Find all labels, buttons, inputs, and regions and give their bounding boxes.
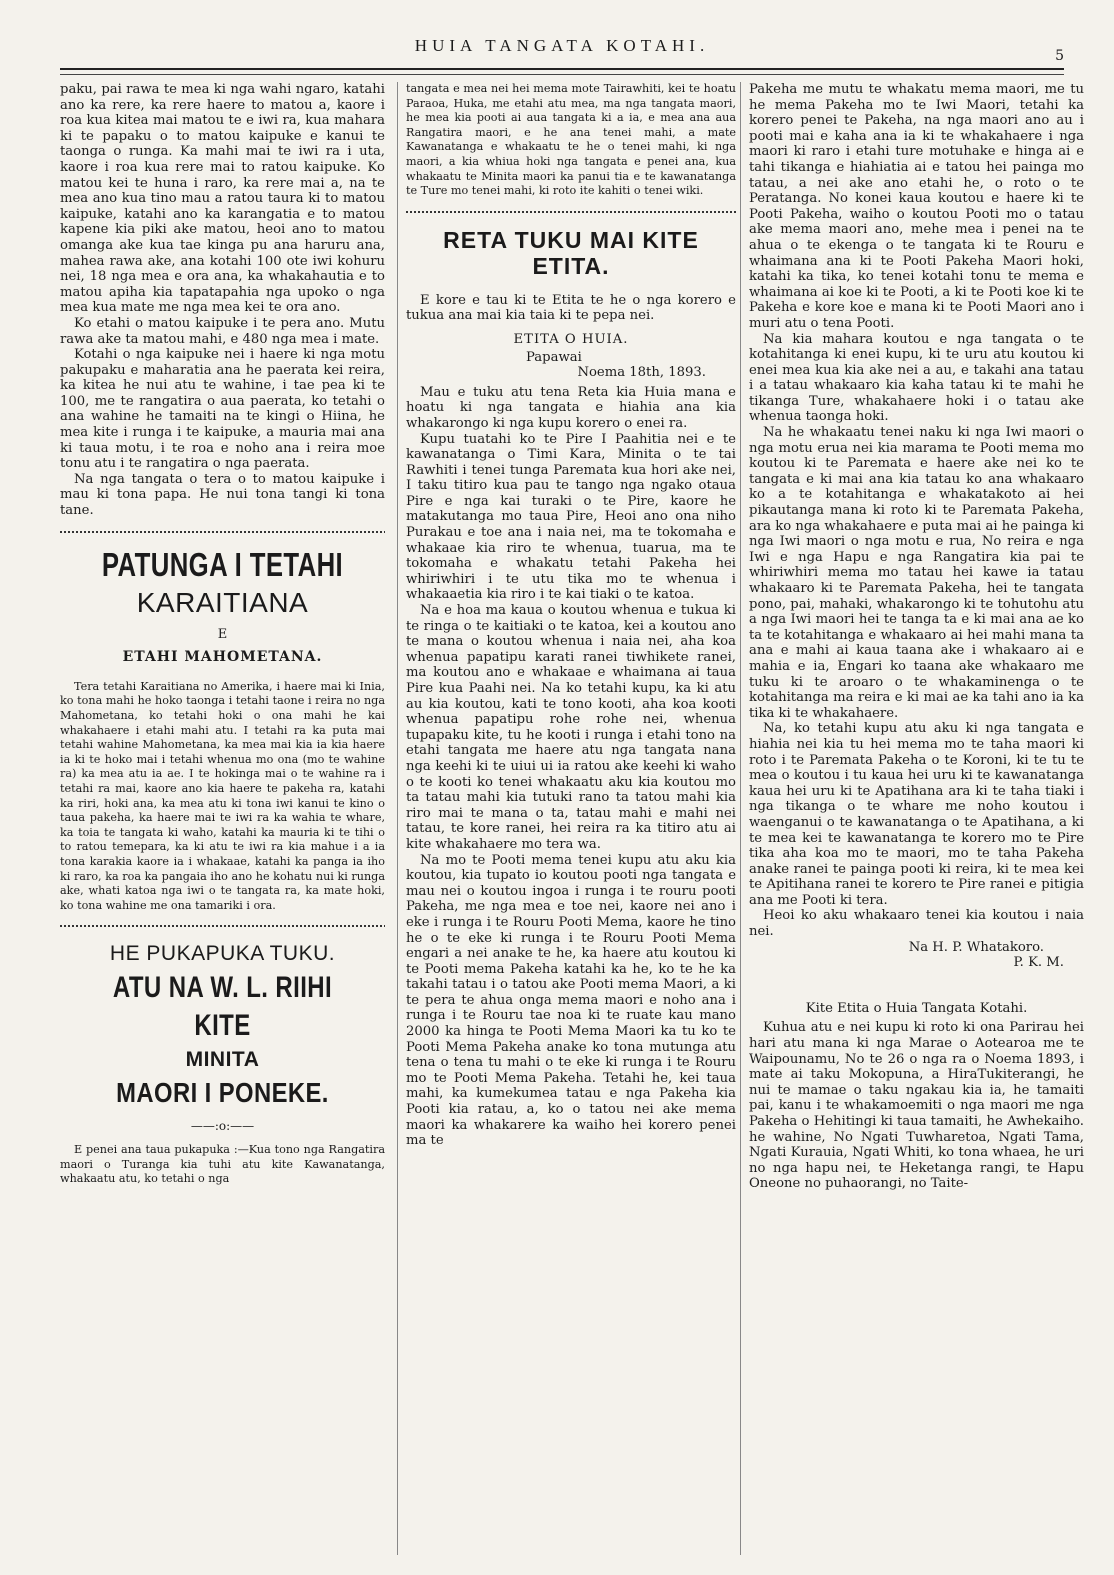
paragraph: Na he whakaatu tenei naku ki nga Iwi maori o nga motu erua nei kia marama te Pooti mema mo koutou ki te Paremata e haere ake nei ko te tangata e ki mai ana kia tatau ko ana whakaaro ko a te kotahitanga e whakatakoto ai hei pikautanga mana ki roto ki te Paremata Pakeha, ara ko nga whakahaere e puta mai ai he painga ki nga Iwi maori o nga motu e rua, No reira e nga Iwi e nga Hapu e nga Rangatira kia pai te whiriwhiri mema mo tatau hei kawe ia tatau whakaaro ki te Paremata Pakeha, hei te tangata pono, pai, mahaki, whakarongo ki te tohutohu atu a nga Iwi maori hei te tanga ta e ki mai ana ae ko ta te kotahitanga e whakaaro ai hei mahi mana ta ana e mahi ai kaua taana ake i whakaaro ai e mahia e ia, Engari ko taana ake whakaaro me tuku ki te aroaro o te whakaminenga o te kotahitanga ma reira e ki mai ae ka tahi ano ia ka tika ki te whakahaere. xyxy=(749,425,1084,721)
article-body: E penei ana taua pukapuka :—Kua tono nga Rangatira maori o Turanga kia tuhi atu kite Kawanatanga, whakaatu atu, ko tetahi o nga xyxy=(60,1142,385,1186)
article-subheadline: ETAHI MAHOMETANA. xyxy=(122,649,323,666)
newspaper-title: HUIA TANGATA KOTAHI. xyxy=(414,36,710,55)
paragraph: Na, ko tetahi kupu atu aku ki nga tangata e hiahia nei kia tu hei mema mo te taha maori ki roto i te Paremata Pakeha o te Koroni, ki te tu te mea o koutou i tu kaua hei uru ki te kawanatanga kaua hei uru ki te Apatihana ara ki te taha tiaki i nga tikanga o te whare me noho koutou i waenganui o te kawanatanga o te Apatihana, a ki te mea kei te kawanatanga te korero mo te Pire tika aha koa mo te maori, mo te taha Pakeha anake ranei te painga pooti ki reira, ki te mea kei te Apitihana ranei te korero te Pire ranei e pitigia ana me Pooti ki tera. xyxy=(749,721,1084,908)
paragraph: paku, pai rawa te mea ki nga wahi ngaro, katahi ano ka rere, ka rere haere to matou a, kaore i roa kua kitea mai matou te e iwi ra, kua mahara ki te papaku o to matou kaipuke e kanui te taonga o runga. Ka mahi mai te iwi ra i uta, kaore i roa kua rere mai to ratou kaipuke. Ko matou kei te huna i raro, ka rere mai a, na te mea ano kua tino mau a ratou taura ki to matou kaipuke, katahi ano ka karangatia e to matou kapene kia piki ake matou, heoi ano to matou omanga ake kua tae kinga pu ana haruru ana, mahea rawa ake, ana kotahi 100 ote iwi kohuru nei, 18 nga mea e ora ana, ka whakahautia e to matou apiha kia tapatapahia nga upoko o nga mea kua mate me nga mea kei te ora ano. xyxy=(60,82,385,316)
signature: Na H. P. Whatakoro. xyxy=(908,939,1044,955)
paragraph: Na e hoa ma kaua o koutou whenua e tukua ki te ringa o te kaitiaki o te katoa, kei a koutou ano te mana o koutou whenua i naia nei, aha koa whenua papatipu karati ranei tiwhikete ranei, ma koutou ano e whakaae e whaimana ai taua Pire kua Paahi nei. Na ko tetahi kupu, ka ki atu au kia koutou, kati te tono kooti, aha koa kooti whenua papatipu rohe rohe nei, whenua tupapaku kite, tu he kooti i runga i etahi tono na etahi tangata me haere atu nga tangata nana nga keehi ki te uiui ui ia ratou ake keehi ki waho o te kooti ko tenei whakaatu aku kia koutou mo ta tatau mahi kia tutuki rano ta tatou mahi kia riro mai te mana o ta, tatau mahi e mahi nei tatau, te kore ranei, hei reira ra ka titiro atu ai kite whakahaere mo tera wa. xyxy=(406,603,736,852)
paragraph: Mau e tuku atu tena Reta kia Huia mana e hoatu ki nga tangata e hiahia ana kia whakarongo ki nga kupu korero o enei ra. xyxy=(406,384,736,431)
section-divider xyxy=(60,921,385,931)
paragraph: Na nga tangata o tera o to matou kaipuke i mau ki tona papa. He nui tona tangi ki tona tane. xyxy=(60,471,385,519)
article-headline-line3: MINITA xyxy=(185,1048,260,1072)
paragraph: tangata e mea nei hei mema mote Tairawhiti, kei te hoatu Paraoa, Huka, me etahi atu mea, ma nga tangata maori, he mea kia pooti ai aua tangata ki a ia, e mea ana aua Rangatira maori, e he ana tenei mahi, a mate Kawanatanga e whakaatu te he o tenei mahi, ki nga maori, a kia whiua hoki nga tangata e penei ana, kua whakaatu te Minita maori ka panui tia e te kawanatanga te Ture mo tenei mahi, ki roto ite kahiti o tenei wiki. xyxy=(406,82,736,198)
paragraph: Kotahi o nga kaipuke nei i haere ki nga motu pakupaku e maharatia ana he paerata kei reira, ka kitea he nui atu te wahine, i tae pea ki te 100, me te rangatira o aua paerata, ko tetahi o ana wahine he tamaiti na te kingi o Hiina, he mea kite i runga i te kaipuke, a mauria mai ana ki taua motu, i te roa e noho ana i reira moe tonu atu i te rangatira o nga paerata. xyxy=(60,347,385,472)
paragraph: Pakeha me mutu te whakatu mema maori, me tu he mema Pakeha mo te Iwi Maori, tetahi ka korero penei te Pakeha, na nga maori ano au i pooti mai e kaha ana ia ki te whakahaere i nga maori ki raro i etahi ture motuhake e hinga ai e tahi tikanga e hiahiatia ai e tatou hei painga mo tatau, a nei ake ano etahi he, o roto o te Peratanga. No konei kaua koutou e haere ki te Pooti Pakeha, waiho o koutou Pooti mo o tatau ake mema maori ano, mehe mea i penei na te ahua o te ekenga o te tangata ki te Rouru e whaimana ana ki te Pooti Pakeha Maori hoki, katahi ka tika, ko tenei kotahi tonu te mema e whaimana ai koe ki te Pooti, a ki te Pooti koe ki te Pakeha e kore koe e mana ki te Pooti Maori ano i muri atu o tena Pooti. xyxy=(749,82,1084,331)
letters-headline: RETA TUKU MAI KITE ETITA. xyxy=(443,226,699,279)
section-divider xyxy=(406,207,736,217)
article-headline-line4: MAORI I PONEKE. xyxy=(116,1077,329,1109)
masthead-rule xyxy=(60,74,1064,75)
paragraph: Kupu tuatahi ko te Pire I Paahitia nei e te kawanatanga o Timi Kara, Minita o te tai Rawhiti i tenei tunga Paremata kua hori ake nei, I taku titiro kua pau te tango nga ngako otaua Pire e nga kai turaki o te Pire, kaore he matakutanga mo taua Pire, Heoi ano ona niho Purakau e toe ana i naia nei, ma te tokomaha e whakaae kia riro te whenua, tuarua, ma te tokomaha e whakatu tetahi Pakeha hei whiriwhiri i te utu tika mo te whenua i whakaaetia kia riro i te kai tiaki o te katoa. xyxy=(406,431,736,603)
masthead xyxy=(60,28,1064,70)
paragraph: Kuhua atu e nei kupu ki roto ki ona Parirau hei hari atu mana ki nga Marae o Aotearoa me te Waipounamu, No te 26 o nga ra o Noema 1893, i mate ai taku Mokopuna, a HiraTukiterangi, he nui te mamae o taku ngakau kia ia, he tamaiti pai, kanu i te whakamoemiti o nga maori me nga Pakeha o Hehitingi ki taua tamaiti, he Awhekaiho. he wahine, No Ngati Tuwharetoa, Ngati Tama, Ngati Kurauia, Ngati Whiti, ko tona whaea, he uri no nga hapu nei, te Heketanga rangi, te Hapu Oneone no puhaorangi, no Taite- xyxy=(749,1020,1084,1192)
ornament-divider: ——:o:—— xyxy=(190,1119,255,1134)
column-2 xyxy=(397,82,736,1555)
article-body: Tera tetahi Karaitiana no Amerika, i haere mai ki Inia, ko tona mahi he hoko taonga i tetahi taone i reira no nga Mahometana, ko tetahi hoki o ona mahi he kai whakahaere i etahi mahi atu. I tetahi ra ka puta mai tetahi wahine Mahometana, ka mea mai kia ia kia haere ia ki te hoko mai i tetahi whenua mo ona (mo te wahine ra) ka mea atu ia ae. I te hokinga mai o te wahine ra i tetahi ra mai, kaore ano kia haere te pakeha ra, katahi ka riri, hoki ana, ka mea atu ki tona iwi kanui te kino o taua pakeha, ka haere mai te iwi ra ka wahia te whare, ka toia te tangata ki waho, katahi ka mauria ki te tihi o to ratou temepara, ka ki atu te iwi ra kia mahue i a ia tona karakia kaore ia i whakaae, katahi ka panga ia iho ki raro, ka roa ka pangaia iho ano he kohatu nui ki runga ake, whati katoa nga iwi o te tangata ra, ka mate hoki, ko tona wahine me ona tamariki i ora. xyxy=(60,679,385,912)
article-headline: HE PUKAPUKA TUKU. xyxy=(109,942,336,966)
page-number: 5 xyxy=(1055,48,1064,64)
article-headline-line3: E xyxy=(217,626,228,642)
letter-place: Papawai xyxy=(526,349,582,365)
paragraph: Ko etahi o matou kaipuke i te pera ano. Mutu rawa ake ta matou mahi, e 480 nga mea i mate. xyxy=(60,315,385,347)
article-headline-line2: ATU NA W. L. RIIHI KITE xyxy=(112,971,333,1043)
letter-date: Noema 18th, 1893. xyxy=(577,365,706,381)
column-3 xyxy=(740,82,1084,1555)
salutation: ETITA O HUIA. xyxy=(513,331,629,347)
article-headline-line2: KARAITIANA xyxy=(136,586,309,618)
letter-heading: Kite Etita o Huia Tangata Kotahi. xyxy=(805,1000,1028,1016)
section-divider xyxy=(60,527,385,537)
column-1 xyxy=(60,82,385,1555)
paragraph: Na kia mahara koutou e nga tangata o te kotahitanga ki enei kupu, ki te uru atu koutou ki enei mea kua kia ake nei a au, e takahi ana tatau i a tatau whakaaro kia kaha tatau ki te mahi he tikanga Ture, whakahaere hoki i o tatau ake whenua taonga hoki. xyxy=(749,331,1084,425)
paragraph: Heoi ko aku whakaaro tenei kia koutou i naia nei. xyxy=(749,908,1084,940)
signature-initials: P. K. M. xyxy=(1013,955,1064,971)
editor-disclaimer: E kore e tau ki te Etita te he o nga korero e tukua ana mai kia taia ki te pepa nei. xyxy=(406,292,736,324)
article-headline: PATUNGA I TETAHI xyxy=(101,545,344,583)
paragraph: Na mo te Pooti mema tenei kupu atu aku kia koutou, kia tupato io koutou pooti nga tangata e mau nei o koutou ingoa i runga i te rouru pooti Pakeha, me nga mea e toe nei, kaore nei ano i eke i runga i te Rouru Pooti Mema, kaore he tino he o te eke ki runga i te Rouru Pooti Mema engari a nei anake te he, ka haere atu koutou ki te Pooti mema Pakeha katahi ka he, ko te he ka takahi tatau i o tatou ake Pooti mema Maori, a ki te pera te ahua onga mema maori e noho ana i runga i te Rouru tae noa ki te ruate kau mano 2000 ka hinga te Pooti Mema Maori ka tu ko te Pooti Mema Pakeha anake ko tona mutunga atu tena o tena tu mahi o te eke ki runga i te Rouru mo te Pooti Mema Pakeha. Tetahi he, kei taua mahi, ka kumekumea tatau e nga Pakeha kia Pooti kia ratau, a, ko o tatou nei ake mema maori ka whakarere ka waiho hei korero penei ma te xyxy=(406,852,736,1149)
